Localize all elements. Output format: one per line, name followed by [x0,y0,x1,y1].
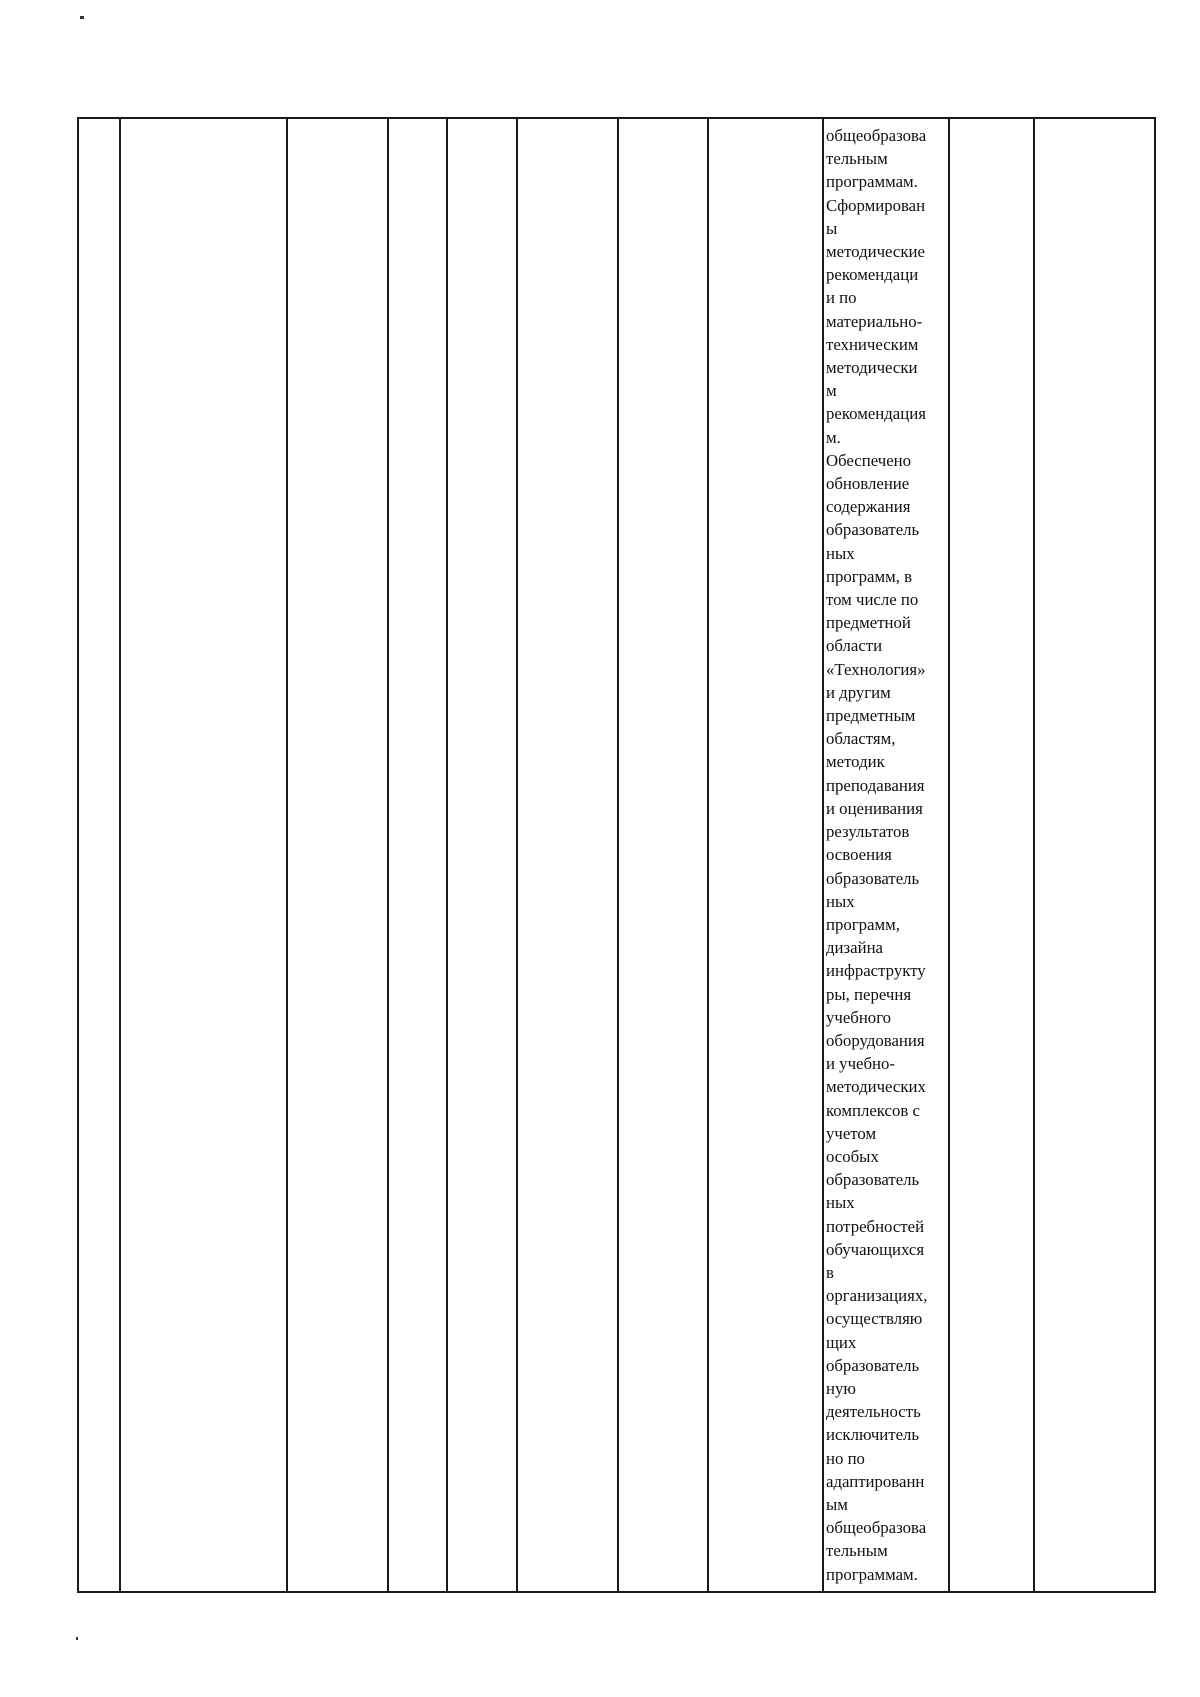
cell-text-line: щих [826,1332,857,1352]
cell-text-line: области [826,636,883,656]
cell-text-line: тельным [826,1541,888,1561]
cell-text-line: ных [826,543,855,563]
cell-text-line: ную [826,1378,856,1398]
cell-text-line: программам. [826,1564,918,1584]
cell-text-line: и учебно- [826,1054,895,1074]
cell-text-line: «Технология» [826,659,926,679]
cell-text-line: содержания [826,497,911,517]
cell-text-line: комплексов с [826,1100,920,1120]
cell-text-line: образователь [826,1355,920,1375]
table-column-border [822,117,824,1593]
cell-text-line: исключитель [826,1425,920,1445]
cell-text-line: общеобразова [826,1518,927,1538]
cell-text-line: Сформирован [826,195,926,215]
cell-text-line: рекомендация [826,404,926,424]
cell-text-line: общеобразова [826,126,927,145]
cell-text-line: материально- [826,311,923,331]
cell-text-line: особых [826,1146,879,1166]
cell-text-line: предметной [826,613,911,633]
cell-text-line: рекомендаци [826,265,919,285]
cell-text-line: программ, в [826,566,913,586]
cell-text-line: образователь [826,520,920,540]
table-column-border [119,117,121,1593]
table-cell-text [826,124,950,1586]
cell-text-line: программ, [826,914,900,934]
table-column-border [286,117,288,1593]
cell-text-line: м. [826,427,841,447]
cell-text-line: адаптированн [826,1471,925,1491]
cell-text-line: освоения [826,845,892,865]
cell-text-line: и оценивания [826,798,923,818]
table-column-border [707,117,709,1593]
cell-text-line: оборудования [826,1030,925,1050]
cell-text-line: обновление [826,474,910,494]
cell-text-line: методических [826,1077,926,1097]
cell-text-line: тельным [826,149,888,169]
cell-text-line: областям, [826,729,896,749]
cell-text-line: потребностей [826,1216,925,1236]
cell-text-line: том числе по [826,590,919,610]
cell-text-line: образователь [826,868,920,888]
cell-text-line: осуществляю [826,1309,923,1329]
cell-text-line: инфраструкту [826,961,926,981]
table-column-border [446,117,448,1593]
cell-text-line: ры, перечня [826,984,912,1004]
cell-text-line: и по [826,288,857,308]
cell-text-line: ы [826,218,838,238]
table-column-border [516,117,518,1593]
cell-text-line: ных [826,891,855,911]
cell-text-line: ных [826,1193,855,1213]
cell-text-line: преподавания [826,775,925,795]
table-column-border [617,117,619,1593]
cell-text-line: результатов [826,822,910,842]
cell-text-line: методически [826,358,918,378]
table-column-border [387,117,389,1593]
cell-text-line: в [826,1262,834,1282]
cell-text-line: ым [826,1494,848,1514]
cell-text-line: методические [826,242,925,262]
cell-text-line: Обеспечено [826,450,912,470]
cell-text-line: деятельность [826,1402,921,1422]
cell-text-line: и другим [826,682,891,702]
cell-text-line: но по [826,1448,865,1468]
scan-mark [76,1637,78,1640]
table-column-border [1033,117,1035,1593]
cell-text-line: учебного [826,1007,892,1027]
cell-text-line: программам. [826,172,918,192]
cell-text-line: учетом [826,1123,877,1143]
cell-text-line: предметным [826,706,916,726]
table-column-border [1154,117,1156,1593]
cell-text-line: дизайна [826,938,884,958]
cell-text-line: методик [826,752,885,772]
cell-text-line: м [826,381,837,401]
cell-text-line: обучающихся [826,1239,925,1259]
scan-mark [80,16,84,19]
table-column-border [77,117,79,1593]
cell-text-line: образователь [826,1170,920,1190]
cell-text-line: техническим [826,334,919,354]
cell-text-line: организациях, [826,1286,928,1306]
